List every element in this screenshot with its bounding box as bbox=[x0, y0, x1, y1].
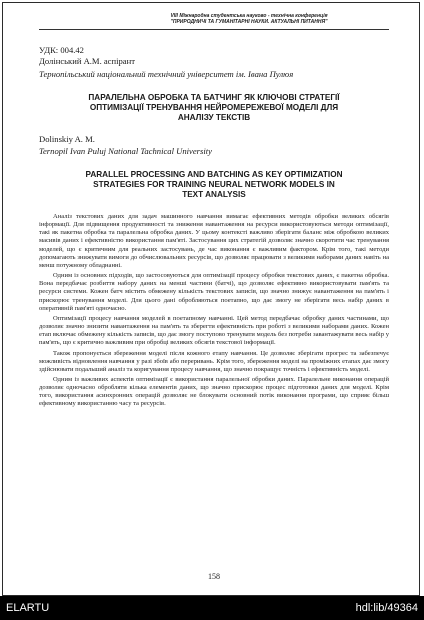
affiliation-ua: Тернопільський національний технічний університет ім. Івана Пулюя bbox=[39, 69, 294, 79]
title-en-line: TEXT ANALYSIS bbox=[182, 190, 246, 199]
author-ua: Долінський А.М. аспірант bbox=[39, 56, 135, 66]
body-paragraph: Оптимізації процесу навчання моделей в поетапному навчанні. Цей метод передбачає обробку даних частинами, що дозволяє значно знизити навантаження на пам'ять та зберегти ефективність при роботі з великими наборами даних. Кожен етап включає обмежену кількість записів, що дає змогу поступово тренувати модель без потреби завантажувати весь набір у пам'ять, що є критично важливим при обробці великих обсягів текстової інформації. bbox=[39, 314, 389, 347]
header-rule bbox=[39, 29, 389, 30]
page-content bbox=[39, 3, 389, 597]
affiliation-en: Ternopil Ivan Puluj National Tachnical University bbox=[39, 146, 212, 156]
body-paragraph: Аналіз текстових даних для задач машинного навчання вимагає ефективних методів обробки великих обсягів інформації. Для підвищення продуктивності та зниження навантаження на ресурси використовуються методи оптимізації, такі як пакетна обробка та паралельна обробка даних. У цьому контексті важливо зберігати баланс між обробкою великих масивів даних і ефективністю використання пам'яті. Застосування цих стратегій дозволяє значно скоротити час тренування моделей, що є критичним для реальних застосувань, де час виконання є важливим фактором. Крім того, такі методи допомагають знижувати вимоги до обчислювальних ресурсів, що дозволяє працювати з великими наборами даних навіть на менш потужному обладнанні. bbox=[39, 213, 389, 269]
title-ua-line: ПАРАЛЕЛЬНА ОБРОБКА ТА БАТЧИНГ ЯК КЛЮЧОВІ СТРАТЕГІЇ bbox=[88, 93, 340, 102]
page-number: 158 bbox=[208, 572, 220, 581]
conference-header bbox=[109, 13, 389, 25]
handle-link[interactable]: hdl:lib/49364 bbox=[355, 602, 418, 614]
repository-name: ELARTU bbox=[6, 602, 50, 614]
author-en: Dolinskiy A. M. bbox=[39, 134, 95, 144]
title-en bbox=[39, 170, 389, 200]
body-paragraph: Одним із важливих аспектів оптимізації є використання паралельної обробки даних. Паралельне виконання операцій дозволяє одночасно обробляти кілька елементів даних, що значно прискорює процес підготовки даних для моделі. Крім того, використання асинхронних операцій дозволяє не блокувати основний потік виконання програми, що сприяє більш ефективному використанню часу та ресурсів. bbox=[39, 375, 389, 408]
repository-footer bbox=[0, 596, 424, 620]
article-body bbox=[39, 213, 389, 411]
conference-header-line1: VIII Міжнародна студентська науково - технічна конференція bbox=[170, 13, 328, 19]
title-en-line: PARALLEL PROCESSING AND BATCHING AS KEY OPTIMIZATION bbox=[85, 170, 343, 179]
body-paragraph: Також пропонується збереження моделі після кожного етапу навчання. Це дозволяє зберігати прогрес та забезпечує можливість відновлення навчання у разі збоїв або переривань. Крім того, збереження моделі на проміжних етапах дає змогу здійснювати подальший аналіз та коригування процесу навчання, що значно покращує точність і ефективність моделі. bbox=[39, 349, 389, 373]
body-paragraph: Одним із основних підходів, що застосовуються для оптимізації процесу обробки текстових даних, є пакетна обробка. Вона передбачає розбиття набору даних на менші частини (батчі), що дозволяє ефективно використовувати пам'ять та ресурси системи. Кожен батч містить обмежену кількість текстових записів, що значно знижує навантаження на пам'ять і прискорює тренування моделі. Для цього дані обробляються поетапно, що дає змогу не зберігати весь набір даних в оперативній пам'яті одночасно. bbox=[39, 272, 389, 312]
title-ua bbox=[39, 93, 389, 123]
title-en-line: STRATEGIES FOR TRAINING NEURAL NETWORK MODELS IN bbox=[93, 180, 335, 189]
udc-code: УДК: 004.42 bbox=[39, 45, 84, 55]
title-ua-line: ОПТИМІЗАЦІЇ ТРЕНУВАННЯ НЕЙРОМЕРЕЖЕВОЇ МОДЕЛІ ДЛЯ bbox=[89, 103, 339, 112]
conference-header-line2: "ПРИРОДНИЧІ ТА ГУМАНІТАРНІ НАУКИ. АКТУАЛЬНІ ПИТАННЯ" bbox=[170, 19, 328, 25]
document-page bbox=[2, 2, 420, 596]
title-ua-line: АНАЛІЗУ ТЕКСТІВ bbox=[177, 113, 251, 122]
